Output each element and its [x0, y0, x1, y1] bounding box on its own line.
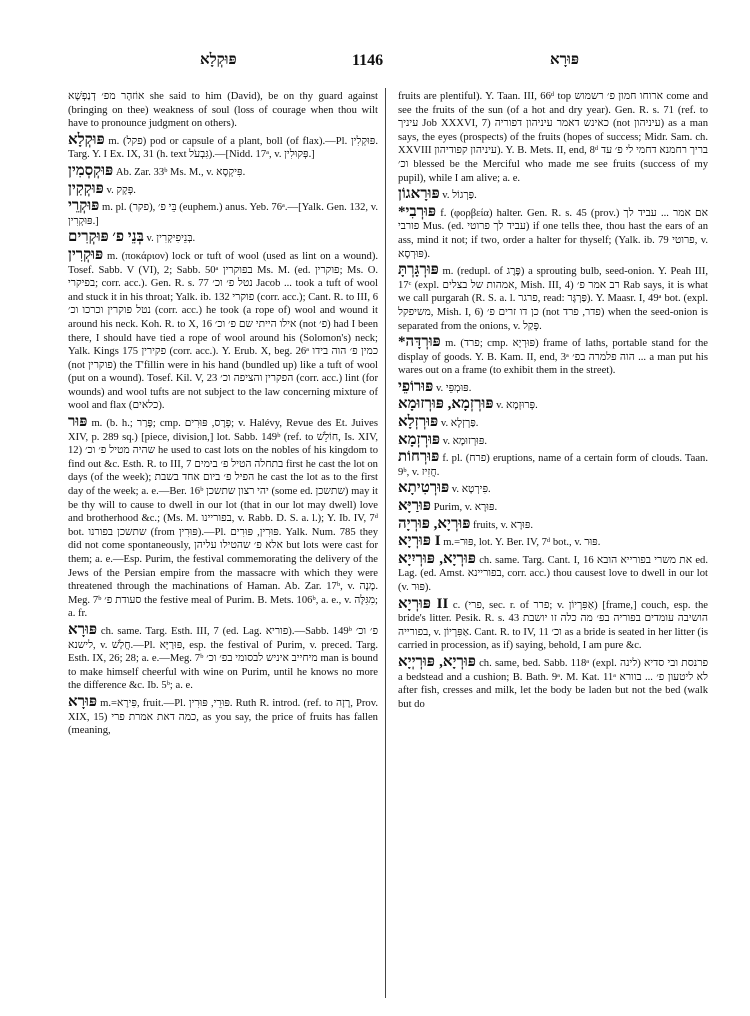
- column-divider: [385, 88, 386, 998]
- entry-headword: פּוּרְיָא, פּוּרְיִיָא: [398, 550, 476, 567]
- page-header: [0, 52, 750, 74]
- dictionary-entry: [68, 693, 378, 738]
- dictionary-entry: [68, 621, 378, 693]
- left-catchword: פּוּקְלָא: [200, 52, 237, 68]
- entry-text: c. (פרי, sec. r. of פרר; v. אַפִּרְיוֹן) [frame,] couch, esp. the bride's litter. Pesik. R. s. 43 הושיבה עומדים בפוריה בפ׳ מה כלה זו יושבת בפורייה, v. אַפִּרְיוֹן. Cant. R. to IV, 11 וכ׳ as a bride is seated in her litter (is carried in procession, as if) saying, behold, I am pure &c.: [398, 599, 708, 652]
- entry-text: אוֹזהָר מפ׳ דְנַפְשָׁא she said to him (David), be on thy guard against (bringing on thee) weakness of soul (loss of courage when thou wilt have to pronounce judgment on others).: [68, 91, 378, 130]
- dictionary-entry: [68, 131, 378, 162]
- entry-headword: פּוּרְחוֹת: [398, 449, 440, 466]
- entry-text: ch. same. Targ. Cant. I, 16 את משרי בפורייא הובא ed. Lag. (ed. Amst. בפוריינא, corr. acc.) thou causest love to dwell in our lot (v. פּוּר).: [398, 554, 708, 593]
- entry-text: v. פּוּרְזוּמָא.: [442, 435, 488, 447]
- entry-headword: פּוּקְקִין: [68, 180, 104, 197]
- entry-headword: פּוּרְזְלָא: [398, 414, 439, 431]
- entry-headword: פּוּרָאגוֹן: [398, 186, 440, 203]
- dictionary-entry: [398, 188, 708, 203]
- dictionary-entry: [398, 90, 708, 185]
- entry-text: fruits, v. פּוּרָא.: [473, 519, 534, 531]
- entry-text: v. פְּרוּזְמָא.: [496, 400, 538, 412]
- entry-headword: פּוּקְרִין: [68, 246, 104, 263]
- entry-text: ch. same. Targ. Esth. III, 7 (ed. Lag. פוריא).—Sabb. 149ᵇ פ׳ וכ׳ לישנא, v. חֲלַשׁ.—Pl. פּוּרַיָּא, esp. the festival of Purim, v. preced. Targ. Esth. IX, 26; 28; a. e.—Meg. 7ᵇ מיחייב איניש לבסומי בפ׳ וכ׳ man is bound to make himself cheerful with wine on Purim, until he knows no more the difference &c. Ib. 5ᵇ; a. e.: [68, 625, 378, 692]
- entry-headword: פּוּקְסְמִין: [68, 162, 114, 179]
- dictionary-entry: [398, 535, 708, 550]
- entry-headword: פּוּרָא: [68, 693, 97, 710]
- dictionary-entry: [398, 595, 708, 653]
- dictionary-entry: [398, 653, 708, 711]
- dictionary-entry: [398, 378, 708, 396]
- entry-text: v. פּוּמְפֵּי.: [435, 382, 472, 394]
- entry-headword: פּוּרְגָּרְתָּ: [398, 262, 439, 279]
- entry-text: v. פַּרְגוֹל.: [442, 190, 477, 202]
- entry-headword: פּוּרְטִיתָא: [398, 480, 450, 497]
- entry-headword: פּוּרוֹפֵי: [398, 378, 434, 395]
- entry-text: v. בְּנֵיפִיקְרִין.: [146, 233, 196, 245]
- entry-headword: *פּוּרְבִי: [398, 203, 437, 220]
- entry-text: f. pl. (פרח) eruptions, name of a certain form of clouds. Taan. 9ᵇ, v. חֲזִיז.: [398, 453, 708, 478]
- entry-headword: פּוּרְיָא II: [398, 595, 449, 612]
- dictionary-entry: [398, 416, 708, 431]
- dictionary-entry: [68, 200, 378, 228]
- entry-text: m. (פרד; cmp. פּוּרְיָא) frame of laths, portable stand for the display of goods. Y. B. Kam. II, end, 3ᵃ הוה פלמרה בפ׳ ... a man put his wares out on a frame (to exhibit them in the street).: [398, 338, 708, 377]
- dictionary-entry: [68, 90, 378, 131]
- entry-text: m. (πoκάριoν) lock or tuft of wool (used as lint on a wound). Tosef. Sabb. V (VI), 2; Sabb. 50ᵃ בפוקרין Ms. M. (ed. פוקרין; Ms. O. בפיקרי; corr. acc.). Gen. R. s. 77 נטל פ׳ וכ׳ Jacob ... took a tuft of wool and stuck it in his throat; Yalk. ib. 132 פוקרי (corr. acc.); Cant. R. to III, 6 נטל פוקרין וכרכו וכ׳ (corr. acc.) he took (a rope of) wool and wound it around his neck. Koh. R. to X, 16 אילו הייתי שם פ׳ וכ׳ (not פ׳) had I been there, I should have tied a rope of wool around his (Solomon's) neck; Yalk. Kings 175 פקירין (corr. acc.). Y. Erub. X, beg. 26ᵃ כמין פ׳ הוה בידו (not פוקרין) the T'fillin were in his hand (bundled up) like a tuft of wool (put on a wound). Tosef. Kil. V, 23 הפקרין והציפה וכ׳ (corr. acc.) lint (for wounds) and wool tufts are not subject to the law concerning mixture of wool and flax (כלאים).: [68, 250, 378, 412]
- entry-headword: פּוּרְיָא, פּוּרְיְיָא: [398, 653, 476, 670]
- dictionary-entry: [68, 180, 378, 198]
- dictionary-entry: [398, 451, 708, 479]
- entry-headword: פּוּקְרֵי: [68, 198, 100, 215]
- entry-text: m.=פּוּר, lot. Y. Ber. IV, 7ᵈ bot., v. פּוּר.: [443, 537, 601, 549]
- entry-text: m. (b. h.; פָּרַר; cmp. פְּרָס, פּוּרִים; v. Halévy, Revue des Et. Juives XIV, p. 289 sq.) [piece, division,] lot. Sabb. 149ᵇ (ref. to חוֹלֵשׁ, Is. XIV, 12) שהיה מטיל פ׳ וכ׳ he used to cast lots on the nobles of his kingdom to find out &c. Esth. R. to III, 7 בתחלה הטיל פ׳ בימים first he cast the lot on days (of the week); הפיל פ׳ ביום אחד בשבת he cast the lot as to the first day of the week; a. e.—Ber. 16ᵇ יהי רצון שתשכן (some ed. שתשכן) may it be thy will to cause to dwell in our lot (that in our lot may dwell) love and brotherhood &c.; (Ms. M. בפוריינו, v. Rabb. D. S. a. l.); Y. Ib. IV, 7ᵈ bot. שתשכן בפורנו (from פּוּרִין).—Pl. פּוּרִין, פּוּרִים. Yalk. Num. 785 they did not come spontaneously, אלא פ׳ שהטילו עליהן but lots were cast for them; a. e.—Esp. Purim, the festival commemorating the delivery of the Jews of the Persian empire from the massacre with which they were threatened through the machinations of Haman. Ab. Zar. 17ᵇ, v. מָנָה. Meg. 7ᵇ סעודת פ׳ the festive meal of Purim. B. Mets. 106ᵇ, a. e., v. מִגִּלָּה; a. fr.: [68, 418, 378, 620]
- entry-text: v. פַּרְזְלָא.: [440, 418, 479, 430]
- dictionary-entry: [68, 231, 378, 246]
- entry-headword: *פּוּרְדָּה: [398, 334, 441, 351]
- entry-text: Ab. Zar. 33ᵇ Ms. M., v. פִּיקְסָא.: [115, 166, 246, 178]
- right-catchword: פּוּרָא: [550, 52, 579, 68]
- entry-headword: פּוּקְלָא: [68, 131, 105, 148]
- entry-headword: פּוּרְיָא I: [398, 533, 441, 550]
- dictionary-entry: [68, 416, 378, 621]
- entry-text: v. פִּירְטָא.: [451, 484, 491, 496]
- entry-text: f. (φορβεία) halter. Gen. R. s. 45 (prov.) אם אמר ... עביד לך פורבי Mus. (ed. עביד לך פרוטי) if one tells thee, thou hast the ears of an ass, mind it not; if two, order a halter for thyself; (Yalk. ib. 79 פרוטי, v. פּוּרְסָא).: [398, 207, 708, 260]
- entry-text: m. pl. (פקר), בֵּי פ׳ (euphem.) anus. Yeb. 76ᵃ.—[Yalk. Gen. 132, v. פּוּקְרִין.]: [68, 202, 378, 227]
- entry-headword: פּוּר: [68, 414, 88, 431]
- entry-headword: פּוּרַיָּא: [398, 498, 431, 515]
- entry-text: ch. same, bed. Sabb. 118ᵃ (expl. פרנסת ובי סדיא (לינה a bedstead and a cushion; B. Bath. 9ᵃ. M. Kat. 11ᵃ לא ליטעון פ׳ ... בוורא after fish, cresses and milk, let the body be laden but not the bed (walk but do: [398, 657, 708, 710]
- right-column: [398, 90, 708, 1000]
- dictionary-entry: [68, 162, 378, 180]
- entry-text: Purim, v. פּוּרָא.: [433, 502, 498, 514]
- entry-headword: פּוּרְיָא, פּוּרְיָה: [398, 515, 471, 532]
- page-number: 1146: [352, 52, 384, 69]
- entry-text: m. (פקל) pod or capsule of a plant, boll (of flax).—Pl. פּוּקְלִין. Targ. Y. I Ex. IX, 31 (h. text גִּבְעֹל).—[Nidd. 17ᵃ, v. פְּקוּלִין.]: [68, 135, 378, 161]
- left-column: [68, 90, 378, 1000]
- entry-headword: פּוּרָא: [68, 621, 97, 638]
- dictionary-entry: [398, 336, 708, 378]
- dictionary-entry: [398, 482, 708, 497]
- entry-headword: פּוּרְזְמָא: [398, 431, 441, 448]
- dictionary-entry: [398, 550, 708, 595]
- dictionary-entry: [398, 431, 708, 449]
- dictionary-entry: [398, 203, 708, 261]
- entry-text: v. פְּקָק.: [106, 184, 136, 196]
- dictionary-entry: [68, 246, 378, 413]
- dictionary-entry: [398, 515, 708, 533]
- entry-text: m. (redupl. of פֶּרֶג) a sprouting bulb, seed-onion. Y. Peah III, 17ᶜ (expl. אמהות של בצלים, Mish. III, 4) רב אמר פ׳ Rab says, it is what we call purgarah (R. S. a. l. פרגר, read: פַּרְגָּר). Y. Maasr. I, 49ᵃ bot. (expl. משיפקל, Mish. I, 6) כן דו זרים פ׳ (not פדר, פרד) when the seed-onion is separated from the onions, v. פְּקַל.: [398, 266, 708, 332]
- entry-headword: בְּנֵי פ׳ פּוּקְרִים: [68, 229, 144, 246]
- dictionary-entry: [398, 398, 708, 413]
- dictionary-entry: [398, 264, 708, 333]
- dictionary-entry: [398, 500, 708, 515]
- entry-text: fruits are plentiful). Y. Taan. III, 66ᵈ top ארוחו חמון פ׳ רשמוש come and see the fruits of the sun (of a hot and dry year). Gen. R. s. 71 (ref. to עיניך Job XXXVI, 7) כאינש דאמר עיניהון דפוריה (not עיניהון) as a man says, the eyes (prospects) of the fruits (hopes of success; Midr. Sam. ch. XXVIII עיניהון קפודיהון). Y. B. Mets. II, end, 8ᵈ בריך רחמנא דחמי לי פ׳ עד וכ׳ blessed be the Merciful who made me see fruits (success of my pupil), while I am alive; a. e.: [398, 91, 708, 184]
- entry-text: m.=פִּירָא, fruit.—Pl. פּוּרֵי, פּוּרִין. Ruth R. introd. (ref. to רָזָה, Prov. XIX, 15) כמה דאת אמרת פרי, as you say, the price of fruits has fallen (meaning,: [68, 697, 378, 737]
- entry-headword: פּוּרְזְמָא, פּוּרְזוּמָא: [398, 396, 494, 413]
